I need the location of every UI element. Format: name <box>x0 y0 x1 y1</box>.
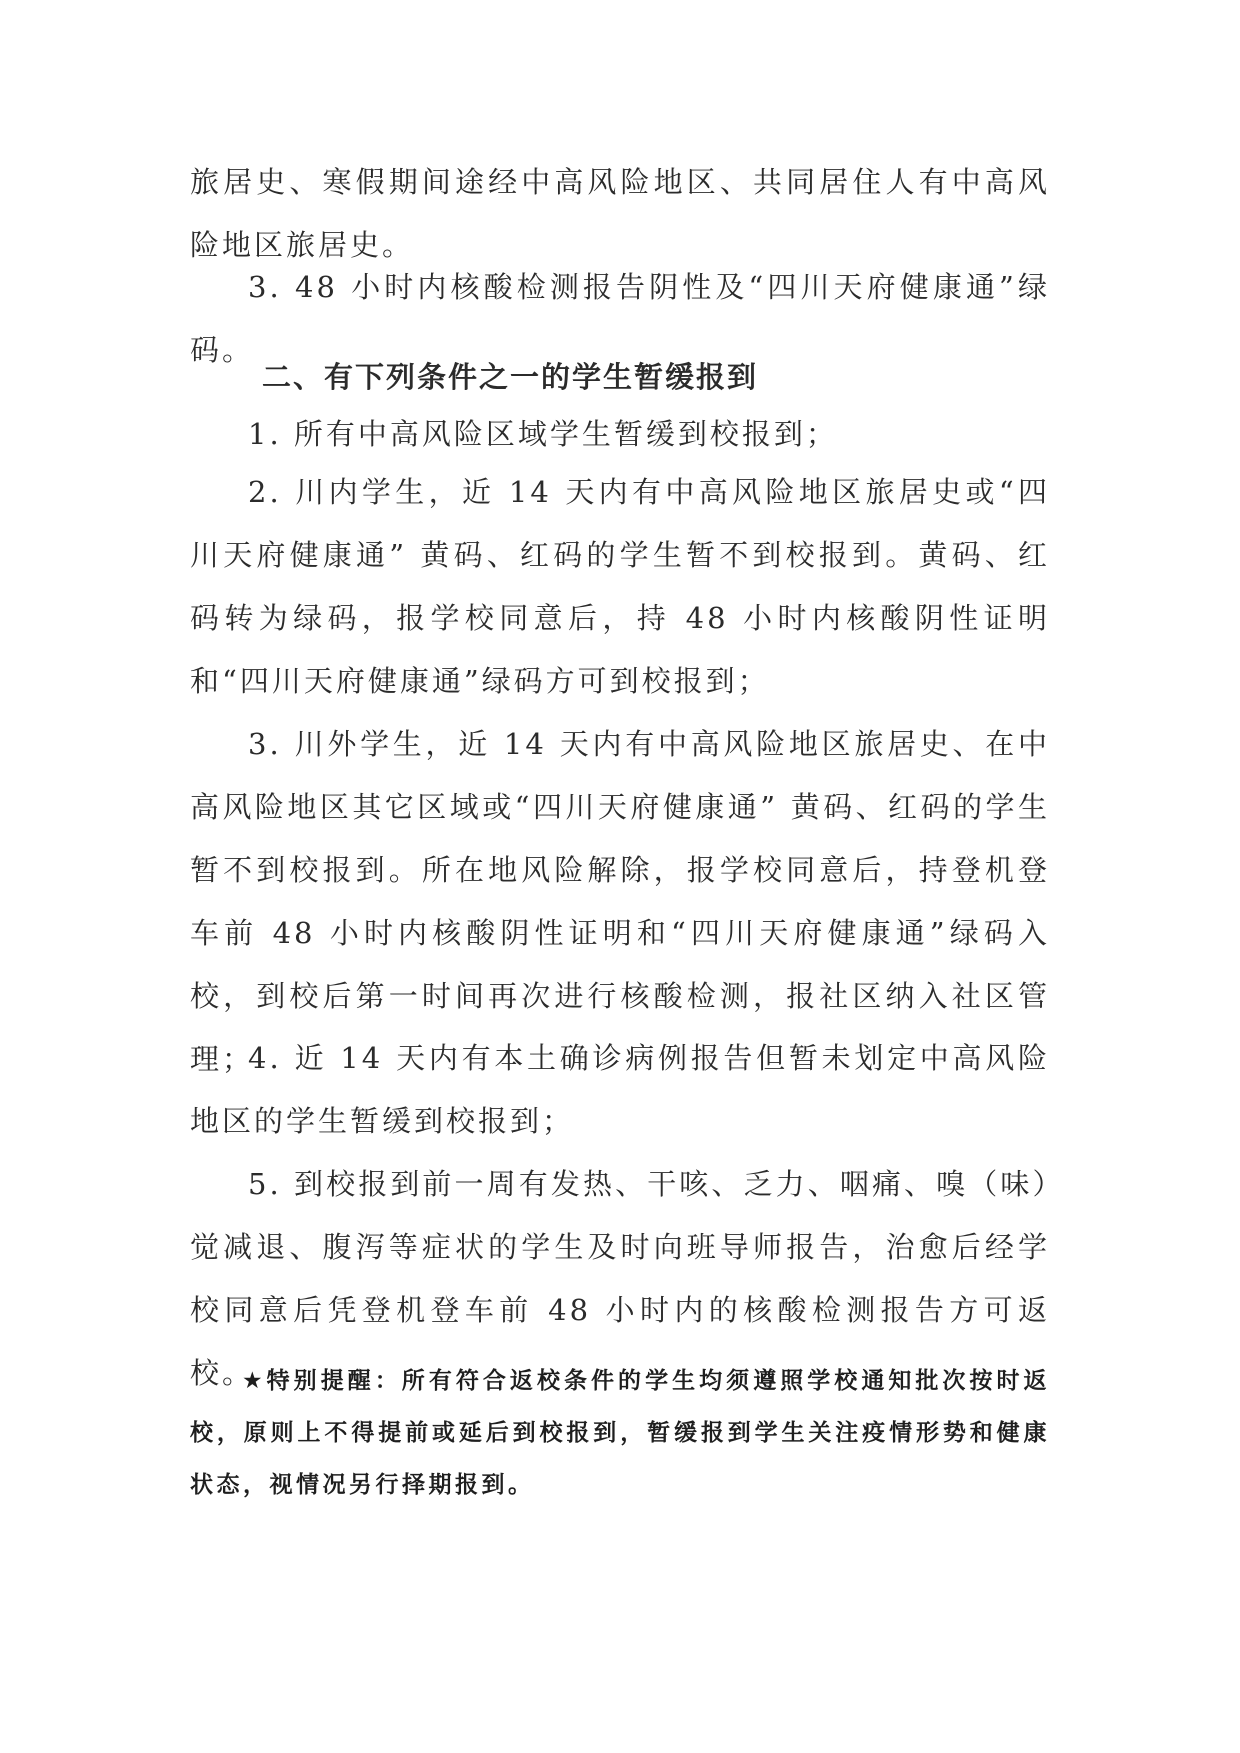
list-item-3: 3. 川外学生，近 14 天内有中高风险地区旅居史、在中高风险地区其它区域或“四川天府健康通” 黄码、红码的学生暂不到校报到。所在地风险解除，报学校同意后，持登机登车前 48 小时内核酸阴性证明和“四川天府健康通”绿码入校，到校后第一时间再次进行核酸检测，报社区纳入社区管理； <box>190 727 1050 1076</box>
list-item-5: 5. 到校报到前一周有发热、干咳、乏力、咽痛、嗅（味）觉减退、腹泻等症状的学生及时向班导师报告，治愈后经学校同意后凭登机登车前 48 小时内的核酸检测报告方可返校。 <box>190 1167 1050 1390</box>
special-reminder: ★特别提醒：所有符合返校条件的学生均须遵照学校通知批次按时返校，原则上不得提前或延后到校报到，暂缓报到学生关注疫情形势和健康状态，视情况另行择期报到。 <box>190 1368 1050 1498</box>
list-item-4: 4. 近 14 天内有本土确诊病例报告但暂未划定中高风险地区的学生暂缓到校报到； <box>190 1041 1050 1138</box>
list-item-1: 1. 所有中高风险区域学生暂缓到校报到； <box>248 417 838 451</box>
paragraph-continuation: 旅居史、寒假期间途经中高风险地区、共同居住人有中高风险地区旅居史。 <box>190 165 1050 262</box>
list-item-2: 2. 川内学生，近 14 天内有中高风险地区旅居史或“四川天府健康通” 黄码、红码的学生暂不到校报到。黄码、红码转为绿码，报学校同意后，持 48 小时内核酸阴性证明和“四川天府健康通”绿码方可到校报到； <box>190 475 1050 698</box>
section-heading: 二、有下列条件之一的学生暂缓报到 <box>262 360 759 394</box>
paragraph-condition-3: 3. 48 小时内核酸检测报告阴性及“四川天府健康通”绿码。 <box>190 270 1050 367</box>
